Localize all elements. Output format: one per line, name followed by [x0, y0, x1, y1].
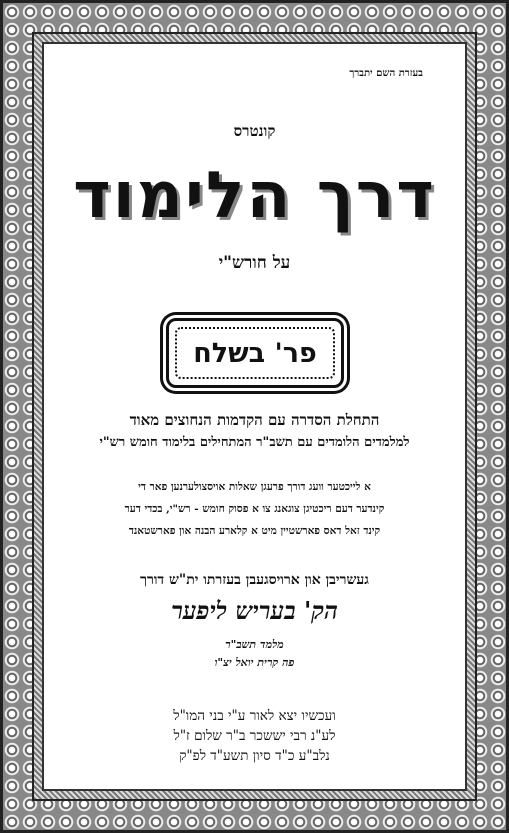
yiddish-line-3: קינד זאל דאס פארשטיין מיט א קלארע הבנה און פארשטאנד [128, 525, 381, 537]
description-line-2: למלמדים הלומדים עם תשב"ר המתחילים בלימוד חומש רש"י [99, 435, 410, 450]
dedication-line-3: נלב"ע כ"ד סיון תשע"ד לפ"ק [179, 748, 330, 764]
credit-intro: געשריבן און ארויסגעבן בעזרתו ית"ש דורך [140, 572, 369, 588]
main-title: דרך הלימוד [73, 159, 436, 233]
parsha-badge [166, 318, 344, 388]
description-line-1: התחלת הסדרה עם הקדמות הנחוצים מאוד [129, 411, 380, 429]
author-role: מלמד תשב"ר [225, 638, 284, 651]
kuntres-label: קונטרס [233, 122, 276, 140]
yiddish-line-1: א לייכטער וועג דורך פרעגן שאלות אויסצולערנען פאר די [138, 481, 371, 493]
title-page [56, 56, 453, 777]
dedication-line-2: לע"נ רבי יששכר ב"ר שלום ז"ל [173, 728, 336, 744]
author-name: הק' בעריש ליפער [171, 596, 338, 625]
author-place: פה קרית יואל יצ"ו [214, 656, 295, 669]
blessing-header: בעזרת השם יתברך [349, 68, 423, 79]
yiddish-line-2: קינדער דעם ריכטיגן צוגאנג צו א פסוק חומש - רש"י, בכדי דער [124, 503, 385, 515]
dedication-line-1: ועכשיו יצא לאור ע"י בני המו"ל [173, 708, 336, 724]
subtitle: על חורש"י [218, 253, 291, 273]
parsha-label: פר' בשלח [193, 338, 317, 369]
